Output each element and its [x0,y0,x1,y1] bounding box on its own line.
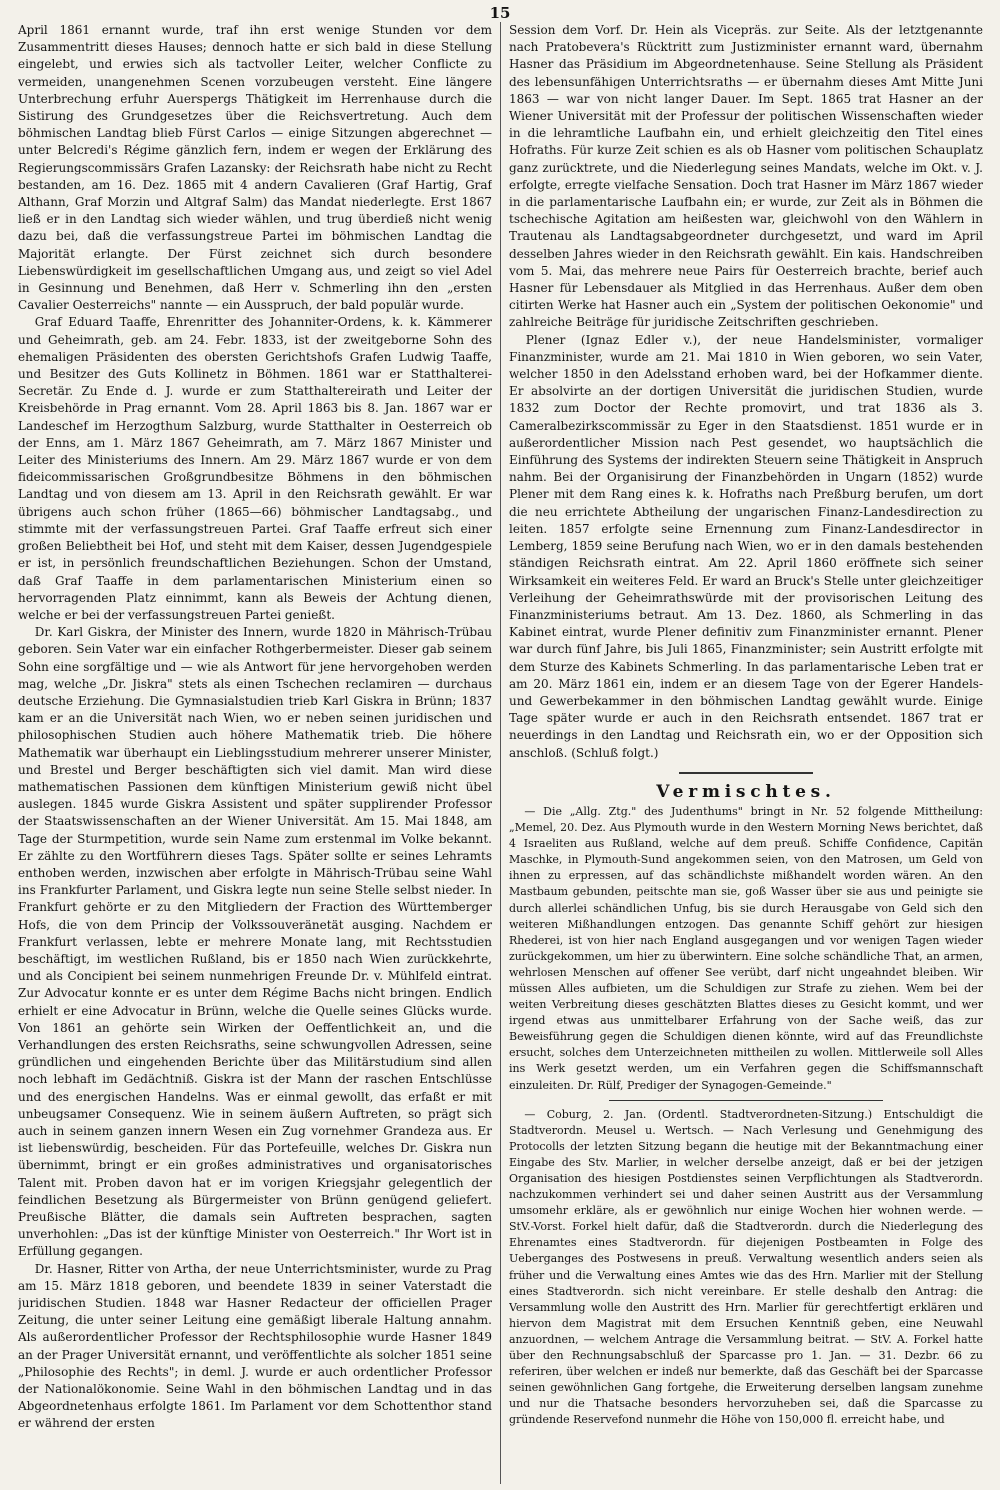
paragraph-hasner-continued: Session dem Vorf. Dr. Hein als Vicepräs. zur Seite. Als der letztgenannte nach Pratobevera's Rücktritt zum Justizminister ernannt ward, übernahm Hasner das Präsidium im Abgeordnetenhause. Seine Stellung als Präsident des lebensunfähigen Unterrichtsraths — er übernahm dieses Amt Mitte Juni 1863 — war von nicht langer Dauer. Im Sept. 1865 trat Hasner an der Wiener Universität mit der Professur der politischen Wissenschaften wieder in die lehramtliche Laufbahn ein, und erhielt gleichzeitig den Titel eines Hofraths. Für kurze Zeit schien es als ob Hasner vom politischen Schauplatz ganz zurücktrete, und die Niederlegung seines Mandats, welche im Okt. v. J. erfolgte, erregte vielfache Sensation. Doch trat Hasner im März 1867 wieder in die parlamentarische Laufbahn ein; er wurde, zur Zeit als in Böhmen die tschechische Agitation am heißesten war, gleichwohl von den Wählern in Trautenau als Landtagsabgeordneter durchgesetzt, und ward im April desselben Jahres wieder in den Reichsrath gewählt. Ein kais. Handschreiben vom 5. Mai, das mehrere neue Pairs für Oesterreich brachte, berief auch Hasner für Lebensdauer als Mitglied in das Herrenhaus. Außer dem oben citirten Werke hat Hasner auch ein „System der politischen Oekonomie" und zahlreiche Beiträge für juridische Zeitschriften geschrieben. [509,23,983,330]
section-divider [679,772,813,774]
right-column [509,22,983,1484]
paragraph-giskra: Dr. Karl Giskra, der Minister des Innern, wurde 1820 in Mährisch-Trübau geboren. Sein Vater war ein einfacher Rothgerbermeister. Dieser gab seinem Sohn eine sorgfältige und — wie als Antwort für jene hervorgehoben werden mag, welche „Dr. Jiskra" stets als einen Tschechen reclamiren — durchaus deutsche Erziehung. Die Gymnasialstudien trieb Karl Giskra in Brünn; 1837 kam er an die Universität nach Wien, wo er neben seinen juridischen und philosophischen Studien auch höhere Mathematik trieb. Die höhere Mathematik war überhaupt ein Lieblingsstudium mehrerer unserer Minister, und Brestel und Berger beschäftigten sich viel damit. Man wird diese mathematischen Passionen dem künftigen Ministerium gewiß nicht übel auslegen. 1845 wurde Giskra Assistent und später supplirender Professor der Staatswissenschaften an der Wiener Universität. Am 15. Mai 1848, am Tage der Sturmpetition, wurde sein Name zum erstenmal im Volke bekannt. Er zählte zu den Wortführern dieses Tags. Später sollte er seines Lehramts enthoben werden, inzwischen aber erfolgte in Mährisch-Trübau seine Wahl ins Frankfurter Parlament, und Giskra legte nun seine Stelle selbst nieder. In Frankfurt gehörte er zu den Mitgliedern der Fraction des Württemberger Hofs, die von dem Princip der Volkssouveränetät ausging. Nachdem er Frankfurt verlassen, lebte er mehrere Monate lang, mit Rechtsstudien beschäftigt, im westlichen Rußland, bis er 1850 nach Wien zurückkehrte, und als Concipient bei seinem nunmehrigen Freunde Dr. v. Mühlfeld eintrat. Zur Advocatur konnte er es unter dem Régime Bachs nicht bringen. Endlich erhielt er eine Advocatur in Brünn, welche die Quelle seines Glücks wurde. Von 1861 an gehörte sein Wirken der Oeffentlichkeit an, und die Verhandlungen des ersten Reichsraths, seine schwungvollen Adressen, seine gründlichen und eingehenden Berichte über das Militärstudium sind allen noch lebhaft im Gedächtniß. Giskra ist der Mann der raschen Entschlüsse und des energischen Handelns. Was er einmal gewollt, das erfaßt er mit unbeugsamer Consequenz. Wie in seinem äußern Auftreten, so prägt sich auch in seinem ganzen innern Wesen ein Zug vornehmer Grandeza aus. Er ist liebenswürdig, bescheiden. Für das Portefeuille, welches Dr. Giskra nun übernimmt, bringt er ein großes administratives und organisatorisches Talent mit. Proben davon hat er im vorigen Kriegsjahr gelegentlich der feindlichen Besetzung als Bürgermeister von Brünn genügend geliefert. Preußische Blätter, die damals sein Auftreten besprachen, sagten unverhohlen: „Das ist der künftige Minister von Oesterreich." Ihr Wort ist in Erfüllung gegangen. [18,625,492,1259]
paragraph-coburg-report: — Coburg, 2. Jan. (Ordentl. Stadtverordneten-Sitzung.) Entschuldigt die Stadtverordn. Meusel u. Wertsch. — Nach Verlesung und Genehmigung des Protocolls der letzten Sitzung begann die heutige mit der Bekanntmachung einer Eingabe des Stv. Marlier, in welcher derselbe anzeigt, daß er bei der jetzigen Organisation des hiesigen Postdienstes seinen Verpflichtungen als Stadtverordn. nachzukommen verhindert sei und daher seinen Austritt aus der Versammlung umsomehr erkläre, als er gewöhnlich nur einige Wochen hier wohnen werde. — StV.-Vorst. Forkel hielt dafür, daß die Stadtverordn. durch die Niederlegung des Ehrenamtes eines Stadtverordn. für diejenigen Postbeamten in Folge des Ueberganges des Postwesens in preuß. Verwaltung wesentlich anders seien als früher und die Verwaltung eines Amtes wie das des Hrn. Marlier mit der Stellung eines Stadtverordn. sich nicht vereinbare. Er stelle deshalb den Antrag: die Versammlung wolle den Austritt des Hrn. Marlier für gerechtfertigt erklären und hiervon dem Magistrat mit dem Ersuchen Kenntniß geben, eine Neuwahl anzuordnen, — welchem Antrage die Versammlung beitrat. — StV. A. Forkel hatte über den Rechnungsabschluß der Sparcasse pro 1. Jan. — 31. Dezbr. 66 zu referiren, über welchen er indeß nur bemerkte, daß das Geschäft bei der Sparcasse seinen gewöhnlichen Gang fortgehe, die Erweiterung derselben langsam zunehme und nur die Thatsache besonders hervorzuheben sei, daß die Sparcasse zu gründende Reservefond nunmehr die Höhe von 150,000 fl. erreicht habe, und [509,1107,983,1427]
page-number: 15 [489,4,511,22]
paragraph-plener: Plener (Ignaz Edler v.), der neue Handelsminister, vormaliger Finanzminister, wurde am 21. Mai 1810 in Wien geboren, wo sein Vater, welcher 1850 in den Adelsstand erhoben ward, bei der Hofkammer diente. Er absolvirte an der dortigen Universität die juridischen Studien, wurde 1832 zum Doctor der Rechte promovirt, und trat 1836 als 3. Cameralbezirkscommissär zu Eger in den Staatsdienst. 1851 wurde er in außerordentlicher Mission nach Pest gesendet, wo hauptsächlich die Einführung des Systems der indirekten Steuern seine Thätigkeit in Anspruch nahm. Bei der Organisirung der Finanzbehörden in Ungarn (1852) wurde Plener mit dem Rang eines k. k. Hofraths nach Preßburg berufen, um dort die neu errichtete Abtheilung der ungarischen Finanz-Landesdirection zu leiten. 1857 erfolgte seine Ernennung zum Finanz-Landesdirector in Lemberg, 1859 seine Berufung nach Wien, wo er in den damals bestehenden ständigen Reichsrath eintrat. Am 22. April 1860 eröffnete sich seiner Wirksamkeit ein weiteres Feld. Er ward an Bruck's Stelle unter gleichzeitiger Verleihung der Geheimrathswürde mit der provisorischen Leitung des Finanzministeriums betraut. Am 13. Dez. 1860, als Schmerling in das Kabinet eintrat, wurde Plener definitiv zum Finanzminister ernannt. Plener war durch fünf Jahre, bis Juli 1865, Finanzminister; sein Austritt erfolgte mit dem Sturze des Kabinets Schmerling. In das parlamentarische Leben trat er am 20. März 1861 ein, indem er an diesem Tage von der Egerer Handels- und Gewerbekammer in den böhmischen Landtag gewählt wurde. Einige Tage später wurde er auch in den Reichsrath entsendet. 1867 trat er neuerdings in den Landtag und Reichsrath ein, wo er der Opposition sich anschloß. (Schluß folgt.) [509,332,983,760]
vermischtes-section [509,804,983,1429]
paragraph-hasner: Dr. Hasner, Ritter von Artha, der neue Unterrichtsminister, wurde zu Prag am 15. März 1818 geboren, und beendete 1839 in seiner Vaterstadt die juridischen Studien. 1848 war Hasner Redacteur der officiellen Prager Zeitung, die unter seiner Leitung eine gemäßigt liberale Haltung annahm. Als außerordentlicher Professor der Rechtsphilosophie wurde Hasner 1849 an der Prager Universität ernannt, und veröffentlichte als solcher 1851 seine „Philosophie des Rechts"; in deml. J. wurde er auch ordentlicher Professor der Nationalökonomie. Seine Wahl in den böhmischen Landtag und in das Abgeordnetenhaus erfolgte 1861. Im Parlament vor dem Schottenthor stand er während der ersten [18,1261,492,1431]
paragraph-memel-report: — Die „Allg. Ztg." des Judenthums" bringt in Nr. 52 folgende Mittheilung: „Memel, 20. Dez. Aus Plymouth wurde in den Western Morning News berichtet, daß 4 Israeliten aus Rußland, welche auf dem preuß. Schiffe Confidence, Capitän Maschke, in Plymouth-Sund angekommen seien, von den Matrosen, um Geld von ihnen zu erpressen, auf das schändlichste mißhandelt worden wären. An den Mastbaum gebunden, peitschte man sie, goß Wasser über sie aus und peinigte sie durch allerlei schändlichen Unfug, bis sie durch Herausgabe von Geld sich den weiteren Mißhandlungen entzogen. Das genannte Schiff gehört zur hiesigen Rhederei, ist von hier nach England ausgegangen und vor wenigen Tagen wieder zurückgekommen, um hier zu überwintern. Eine solche schändliche That, an armen, wehrlosen Menschen auf offener See verübt, darf nicht ungeahndet bleiben. Wir müssen Alles aufbieten, um die Schuldigen zur Strafe zu ziehen. Wem bei der weiten Verbreitung dieses geschätzten Blattes dieses zu Gesicht kommt, und wer irgend etwas aus unmittelbarer Erfahrung von der Sache weiß, das zur Beweisführung gegen die Schuldigen dienen könnte, wird auf das Freundlichste ersucht, solches dem Unterzeichneten mittheilen zu wollen. Mittlerweile soll Alles ins Werk gesetzt werden, um ein Verfahren gegen die Schiffsmannschaft einzuleiten. Dr. Rülf, Prediger der Synagogen-Gemeinde." [509,804,983,1092]
section-heading-vermischtes: Vermischtes. [656,781,836,802]
text-columns [18,22,984,1484]
left-column [18,22,492,1484]
paragraph-taaffe: Graf Eduard Taaffe, Ehrenritter des Johanniter-Ordens, k. k. Kämmerer und Geheimrath, geb. am 24. Febr. 1833, ist der zweitgeborne Sohn des ehemaligen Präsidenten des obersten Gerichtshofs Grafen Ludwig Taaffe, und Besitzer des Guts Kollinetz in Böhmen. 1861 war er Statthalterei-Secretär. Zu Ende d. J. wurde er zum Statthaltereirath und Leiter der Kreisbehörde in Prag ernannt. Vom 28. April 1863 bis 8. Jan. 1867 war er Landeschef im Herzogthum Salzburg, wurde Statthalter in Oesterreich ob der Enns, am 1. März 1867 Geheimrath, am 7. März 1867 Minister und Leiter des Ministeriums des Innern. Am 29. März 1867 wurde er von dem fideicommissarischen Großgrundbesitze Böhmens in den böhmischen Landtag und von diesem am 13. April in den Reichsrath gewählt. Er war übrigens auch schon früher (1865—66) böhmischer Landtagsabg., und stimmte mit der verfassungstreuen Partei. Graf Taaffe erfreut sich einer großen Beliebtheit bei Hof, und steht mit dem Kaiser, dessen Jugendgespiele er ist, in persönlich freundschaftlichen Beziehungen. Schon der Umstand, daß Graf Taaffe in dem parlamentarischen Ministerium einen so hervorragenden Platz einnimmt, kann als Beweis der Achtung dienen, welche er bei der verfassungstreuen Partei genießt. [18,315,492,622]
article-divider [609,1100,883,1101]
column-divider [500,22,501,1484]
paragraph-auersperg: April 1861 ernannt wurde, traf ihn erst wenige Stunden vor dem Zusammentritt dieses Hauses; dennoch hatte er sich bald in diese Stellung eingelebt, und erwies sich als tactvoller Leiter, welcher Conflicte zu vermeiden, unangenehmen Scenen vorzubeugen versteht. Eine längere Unterbrechung erfuhr Auerspergs Thätigkeit im Herrenhause durch die Sistirung des Grundgesetzes über die Reichsvertretung. Auch dem böhmischen Landtag blieb Fürst Carlos — einige Sitzungen abgerechnet — unter Belcredi's Régime gänzlich fern, indem er wegen der Erklärung des Regierungscommissärs Grafen Lazansky: der Reichsrath habe nicht zu Recht bestanden, am 16. Dez. 1865 mit 4 andern Cavalieren (Graf Hartig, Graf Althann, Graf Morzin und Altgraf Salm) das Mandat niederlegte. Erst 1867 ließ er in den Landtag sich wieder wählen, und trug überdieß nicht wenig dazu bei, daß die verfassungstreue Partei im böhmischen Landtag die Majorität erlangte. Der Fürst zeichnet sich durch besondere Liebenswürdigkeit im gesellschaftlichen Umgang aus, und zeigt so viel Adel in Gesinnung und Benehmen, daß Herr v. Schmerling ihn den „ersten Cavalier Oesterreichs" nannte — ein Ausspruch, der bald populär wurde. [18,23,492,313]
